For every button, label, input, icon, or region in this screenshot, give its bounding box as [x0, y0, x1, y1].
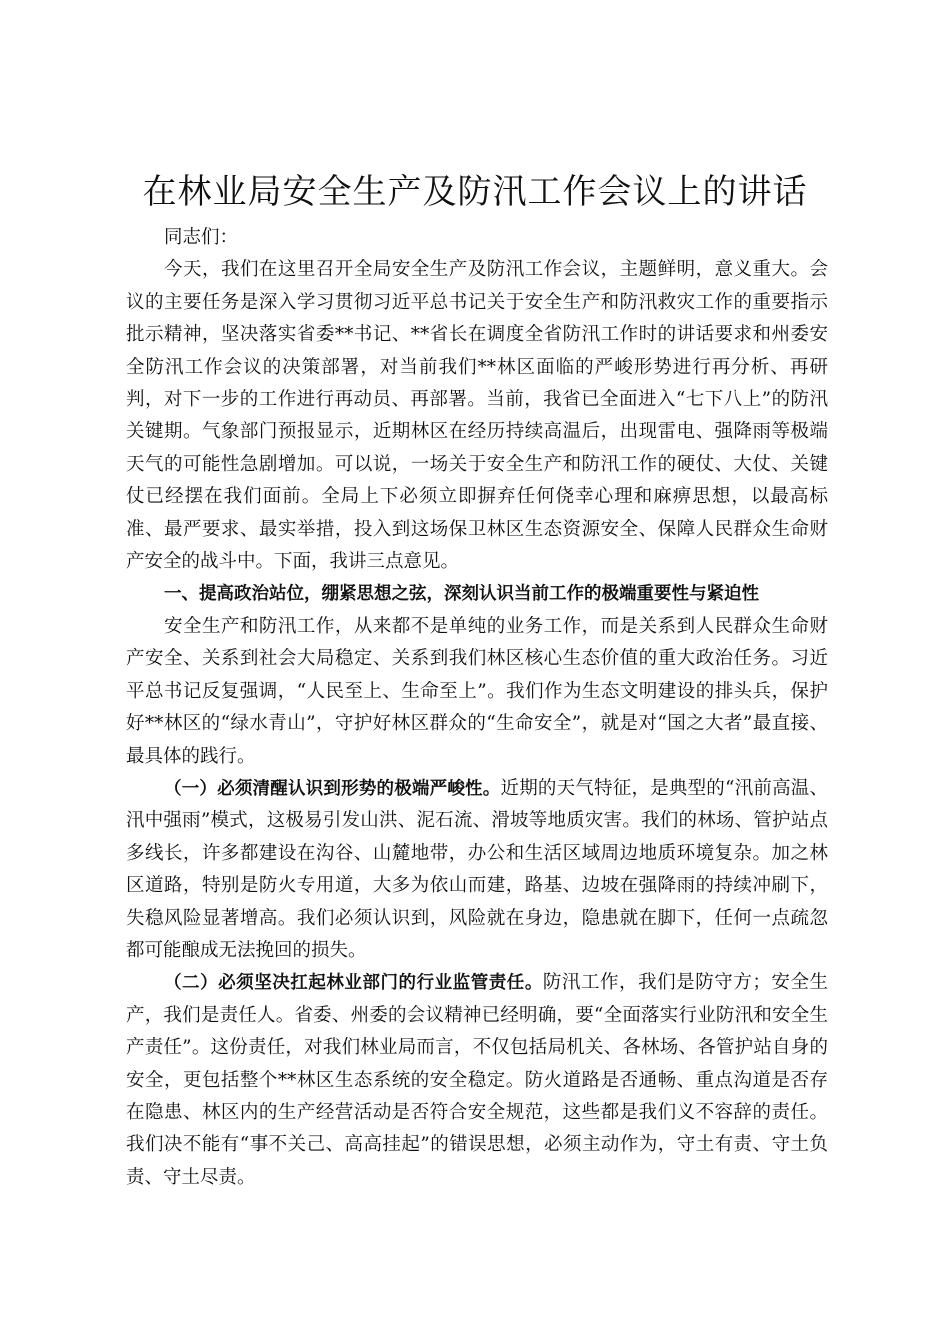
- document-title: 在林业局安全生产及防汛工作会议上的讲话: [142, 172, 808, 212]
- point-2-paragraph: [126, 967, 828, 1194]
- section-heading-1: 一、提高政治站位，绷紧思想之弦，深刻认识当前工作的极端重要性与紧迫性: [164, 584, 759, 605]
- point-1-paragraph: [126, 773, 828, 967]
- point-1-text: 近期的天气特征，是典型的“汛前高温、汛中强雨”模式，这极易引发山洪、泥石流、滑坡等地质灾害。我们的林场、管护站点多线长，许多都建设在沟谷、山麓地带，办公和生活区域周边地质环境复杂。加之林区道路，特别是防火专用道，大多为依山而建，路基、边坡在强降雨的持续冲刷下，失稳风险显著增高。我们必须认识到，风险就在身边，隐患就在脚下，任何一点疏忽都可能酿成无法挽回的损失。: [126, 777, 829, 961]
- greeting: 同志们：: [164, 227, 239, 248]
- point-1-heading: （一）必须清醒认识到形势的极端严峻性。: [164, 778, 501, 799]
- intro-paragraph: 今天，我们在这里召开全局安全生产及防汛工作会议，主题鲜明，意义重大。会议的主要任务是深入学习贯彻习近平总书记关于安全生产和防汛救灾工作的重要指示批示精神，坚决落实省委**书记、**省长在调度全省防汛工作时的讲话要求和州委安全防汛工作会议的决策部署，对当前我们**林区面临的严峻形势进行再分析、再研判，对下一步的工作进行再动员、再部署。当前，我省已全面进入“七下八上”的防汛关键期。气象部门预报显示，近期林区在经历持续高温后，出现雷电、强降雨等极端天气的可能性急剧增加。可以说，一场关于安全生产和防汛工作的硬仗、大仗、关键仗已经摆在我们面前。全局上下必须立即摒弃任何侥幸心理和麻痹思想，以最高标准、最严要求、最实举措，投入到这场保卫林区生态资源安全、保障人民群众生命财产安全的战斗中。下面，我讲三点意见。: [126, 259, 828, 573]
- section-1-paragraph: 安全生产和防汛工作，从来都不是单纯的业务工作，而是关系到人民群众生命财产安全、关系到社会大局稳定、关系到我们林区核心生态价值的重大政治任务。习近平总书记反复强调，“人民至上、生命至上”。我们作为生态文明建设的排头兵，保护好**林区的“绿水青山”，守护好林区群众的“生命安全”，就是对“国之大者”最直接、最具体的践行。: [126, 615, 828, 767]
- document-body: [126, 222, 828, 1194]
- point-2-heading: （二）必须坚决扛起林业部门的行业监管责任。: [164, 973, 543, 994]
- point-2-text: 防汛工作，我们是防守方；安全生产，我们是责任人。省委、州委的会议精神已经明确，要“全面落实行业防汛和安全生产责任”。这份责任，对我们林业局而言，不仅包括局机关、各林场、各管护站自身的安全，更包括整个**林区生态系统的安全稳定。防火道路是否通畅、重点沟道是否存在隐患、林区内的生产经营活动是否符合安全规范，这些都是我们义不容辞的责任。我们决不能有“事不关己、高高挂起”的错误思想，必须主动作为，守土有责、守土负责、守土尽责。: [126, 972, 828, 1188]
